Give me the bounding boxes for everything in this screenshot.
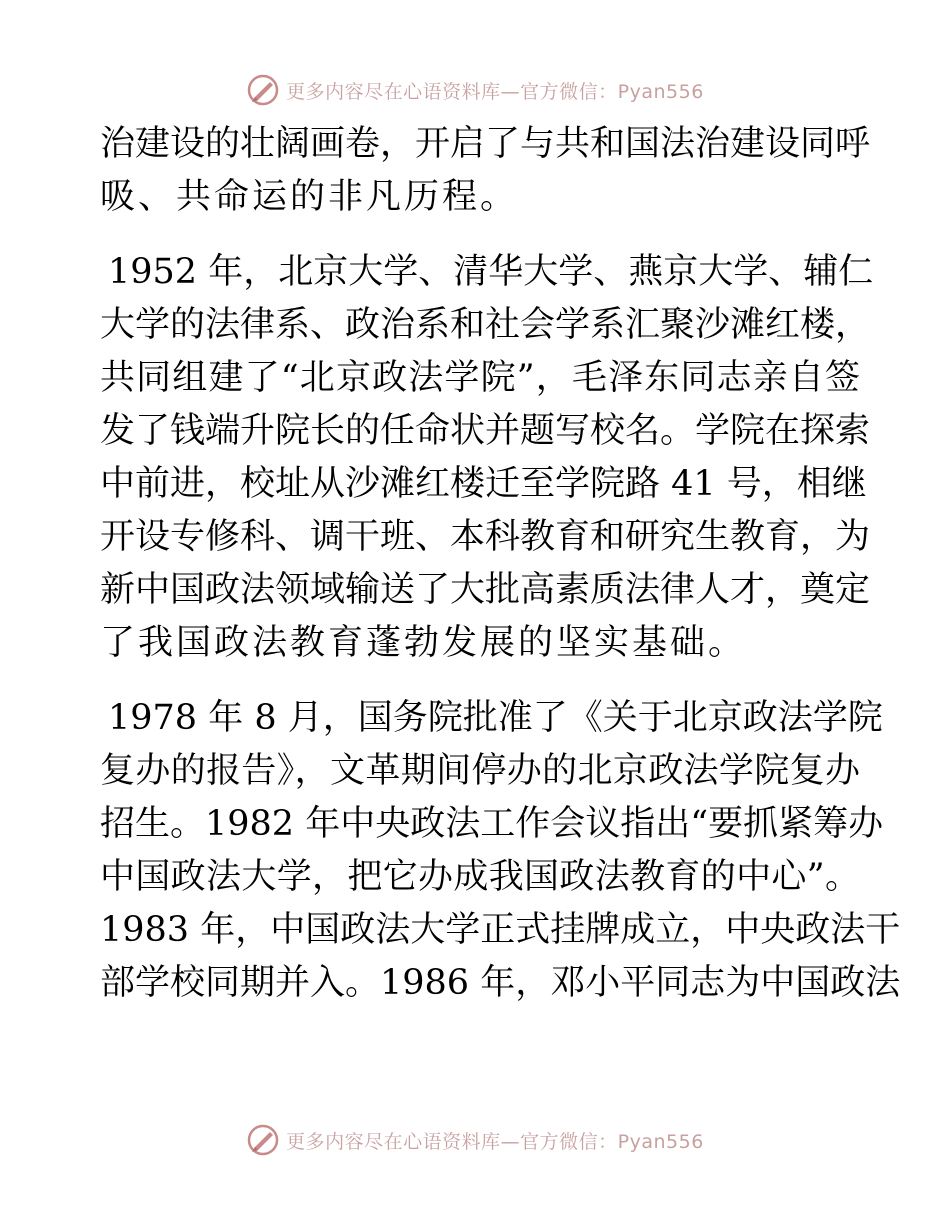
text-line: 招生。1982 年中央政法工作会议指出“要抓紧筹办 <box>100 804 884 844</box>
text-line: 1978 年 8 月，国务院批准了《关于北京政法学院 <box>108 698 883 738</box>
paragraph-3 <box>100 692 901 1010</box>
text-line: 发了钱端升院长的任命状并题写校名。学院在探索 <box>100 411 871 451</box>
footer-banner-text: 更多内容尽在心语资料库—官方微信：Pyan556 <box>286 1130 704 1153</box>
footer-banner <box>0 1120 950 1160</box>
text-line: 共同组建了“北京政法学院”，毛泽东同志亲自签 <box>100 358 860 398</box>
text-line: 吸、共命运的非凡历程。 <box>100 177 519 217</box>
text-line: 部学校同期并入。1986 年，邓小平同志为中国政法 <box>100 963 901 1003</box>
document-body <box>100 118 901 1032</box>
paragraph-1 <box>100 118 871 224</box>
pen-seal-logo-icon <box>246 1123 280 1157</box>
text-line: 复办的报告》，文革期间停办的北京政法学院复办 <box>100 751 860 791</box>
text-line: 1983 年，中国政法大学正式挂牌成立，中央政法干 <box>100 910 901 950</box>
text-line: 1952 年，北京大学、清华大学、燕京大学、辅仁 <box>108 252 874 292</box>
text-line: 了我国政法教育蓬勃发展的坚实基础。 <box>100 623 747 663</box>
text-line: 开设专修科、调干班、本科教育和研究生教育，为 <box>100 517 871 557</box>
pen-seal-logo-icon <box>246 73 280 107</box>
text-line: 大学的法律系、政治系和社会学系汇聚沙滩红楼， <box>100 305 871 345</box>
text-line: 中前进，校址从沙滩红楼迁至学院路 41 号，相继 <box>100 464 867 504</box>
text-line: 治建设的壮阔画卷，开启了与共和国法治建设同呼 <box>100 124 871 164</box>
header-banner <box>0 70 950 110</box>
text-line: 新中国政法领域输送了大批高素质法律人才，奠定 <box>100 570 871 610</box>
header-banner-text: 更多内容尽在心语资料库—官方微信：Pyan556 <box>286 80 704 103</box>
text-line: 中国政法大学，把它办成我国政法教育的中心”。 <box>100 857 860 897</box>
paragraph-2 <box>100 246 874 670</box>
